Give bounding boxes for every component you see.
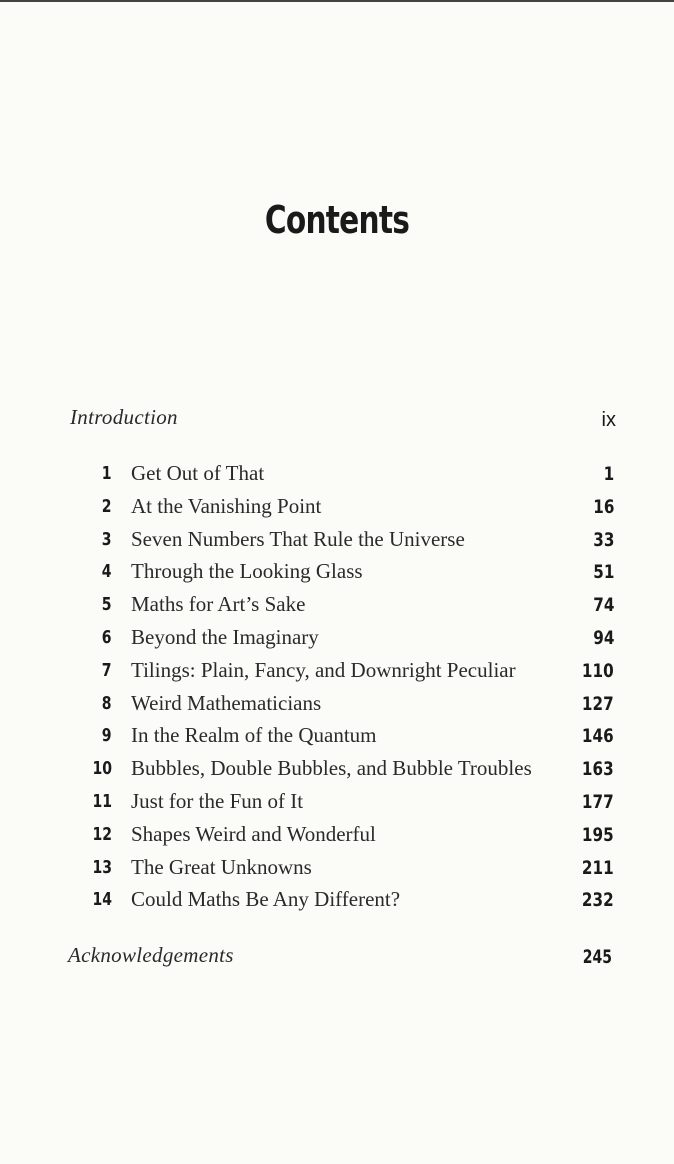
chapter-title: Shapes Weird and Wonderful [131,821,376,846]
chapter-entry [0,852,674,885]
chapter-entry [0,556,674,589]
chapter-title: In the Realm of the Quantum [131,723,377,748]
chapter-number: 12 [92,823,112,845]
chapter-entry [0,688,674,721]
chapter-number: 1 [102,463,112,484]
toc-entry-introduction [0,403,674,435]
chapter-number: 3 [102,528,112,550]
chapter-page-number: 195 [582,823,614,846]
chapter-entry [0,720,674,753]
chapter-title: At the Vanishing Point [131,493,322,518]
chapter-page-number: 1 [603,463,614,485]
chapter-page-number: 33 [592,528,614,551]
chapter-entry [0,622,674,655]
chapter-title: Maths for Art’s Sake [131,592,306,617]
top-edge-rule [0,0,674,2]
page-title: Contents [264,198,410,242]
chapter-number: 6 [102,626,112,648]
chapter-number: 11 [92,790,112,812]
chapter-page-number: 110 [582,659,614,682]
chapter-entry [0,524,674,557]
chapter-entry [0,819,674,852]
chapter-page-number: 51 [592,561,614,584]
chapter-list [0,458,674,917]
chapter-title: Bubbles, Double Bubbles, and Bubble Troubles [131,756,532,781]
chapter-title: Get Out of That [131,461,265,485]
chapter-title: Beyond the Imaginary [131,624,319,649]
chapter-number: 10 [92,758,112,780]
chapter-title: Just for the Fun of It [131,788,304,813]
chapter-title: Could Maths Be Any Different? [131,887,401,912]
chapter-number: 13 [92,856,112,878]
chapter-number: 14 [92,889,112,911]
acknowledgements-page-number: 245 [582,946,612,968]
chapter-entry [0,753,674,786]
chapter-entry [0,884,674,917]
introduction-page-number: ix [601,409,616,431]
chapter-number: 5 [102,594,112,616]
introduction-label: Introduction [70,405,178,429]
chapter-page-number: 211 [582,856,614,879]
chapter-entry [0,491,674,524]
chapter-number: 8 [102,692,112,714]
chapter-page-number: 146 [582,725,614,748]
chapter-title: Seven Numbers That Rule the Universe [131,526,465,551]
chapter-page-number: 74 [592,594,614,617]
chapter-number: 7 [102,659,112,681]
chapter-page-number: 177 [582,790,614,813]
chapter-page-number: 127 [582,692,614,715]
chapter-page-number: 163 [582,758,614,781]
acknowledgements-label: Acknowledgements [68,943,234,967]
chapter-entry [0,458,674,491]
chapter-title: Tilings: Plain, Fancy, and Downright Peculiar [131,657,516,682]
chapter-page-number: 94 [592,626,614,649]
chapter-page-number: 16 [592,495,614,518]
chapter-title: Weird Mathematicians [131,690,322,715]
chapter-page-number: 232 [582,889,614,912]
chapter-number: 9 [102,725,112,747]
chapter-entry [0,786,674,819]
toc-entry-acknowledgements [0,941,674,973]
chapter-title: Through the Looking Glass [131,559,363,584]
chapter-number: 2 [102,495,112,517]
chapter-entry [0,589,674,622]
chapter-number: 4 [102,561,112,583]
chapter-entry [0,655,674,688]
chapter-title: The Great Unknowns [131,854,312,879]
